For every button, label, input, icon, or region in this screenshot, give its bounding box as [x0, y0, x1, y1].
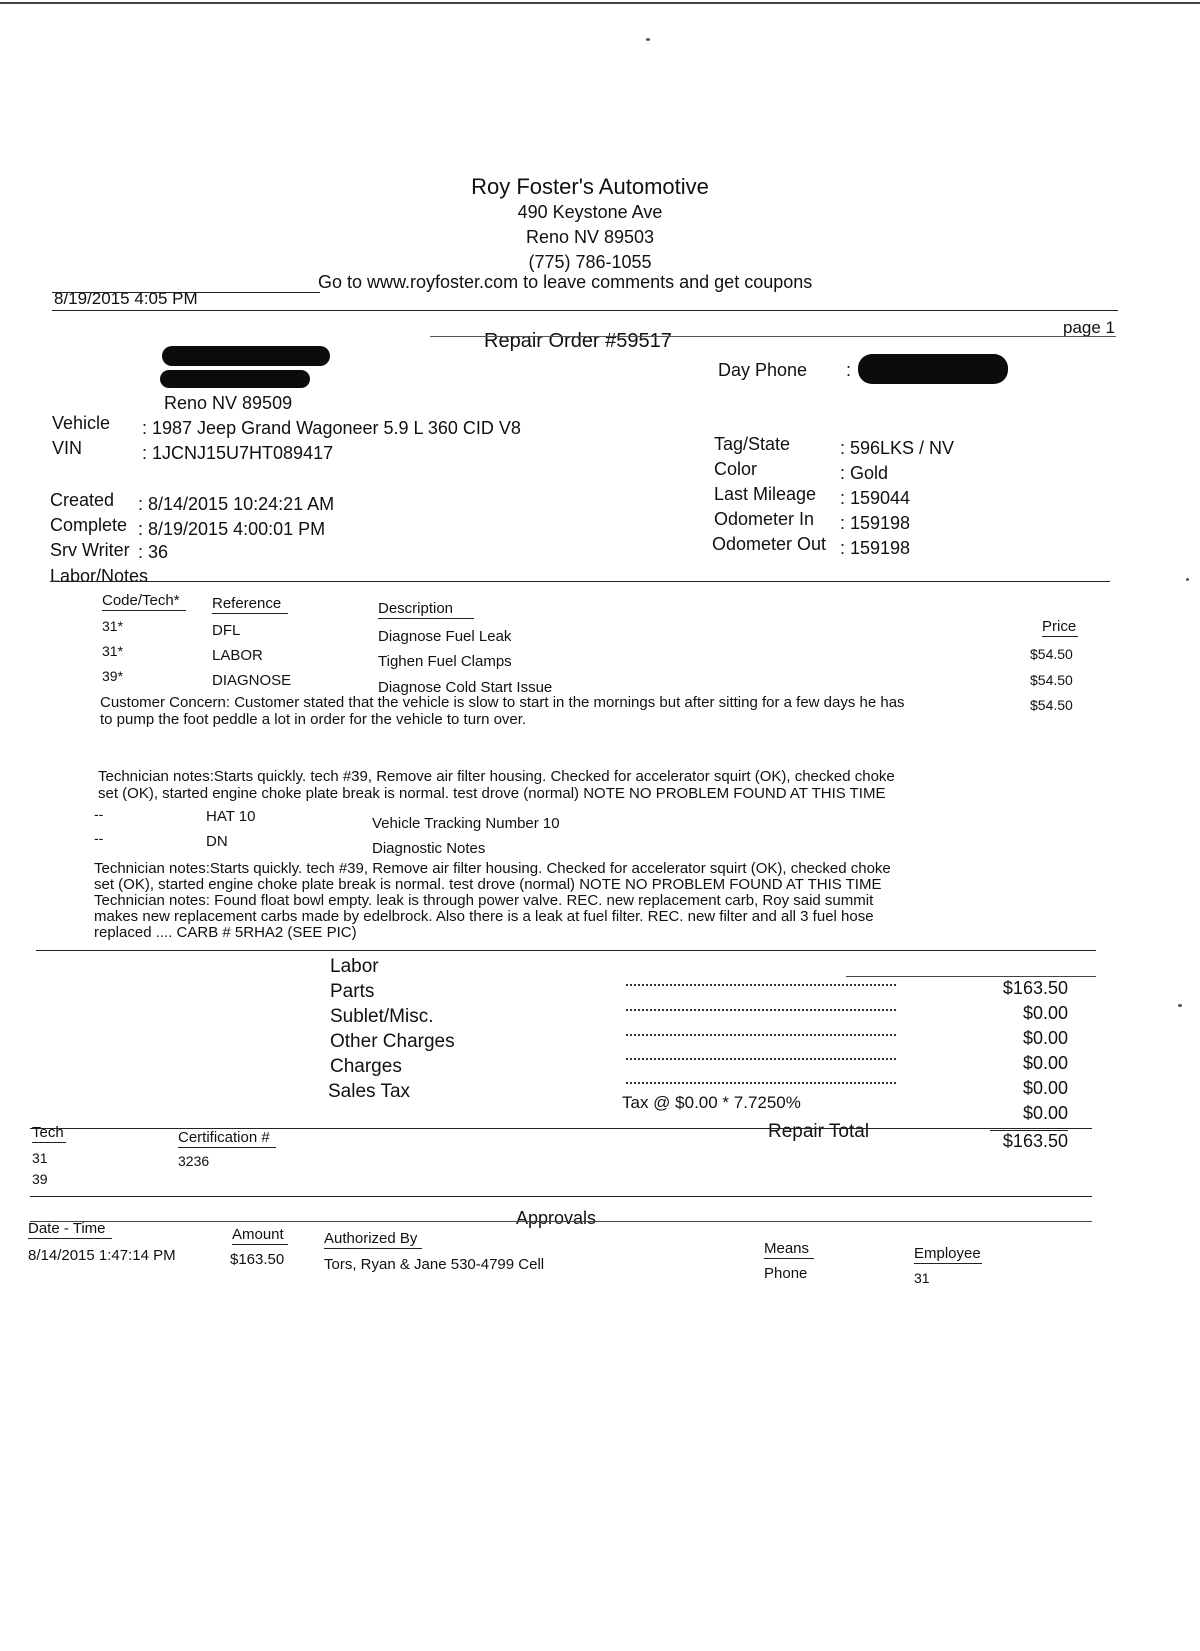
day-phone-label: Day Phone — [718, 360, 808, 380]
odometer-out-label: Odometer Out — [712, 534, 827, 554]
redacted-customer-name — [162, 346, 330, 366]
extra-row-reference: HAT 10 — [206, 808, 256, 825]
odometer-in-label: Odometer In — [714, 509, 815, 529]
labor-row-price: $54.50 — [1030, 672, 1073, 688]
tech-row-id: 31 — [32, 1150, 48, 1166]
customer-concern-line-2: to pump the foot peddle a lot in order for the vehicle to turn over. — [100, 711, 527, 728]
tech-row-id: 39 — [32, 1171, 48, 1187]
totals-labor-label: Labor — [330, 956, 379, 977]
color-label: Color — [714, 459, 758, 479]
labor-row-reference: DIAGNOSE — [212, 672, 292, 689]
approvals-employee-header: Employee — [914, 1245, 981, 1262]
labor-row-price: $54.50 — [1030, 697, 1073, 713]
extra-row-description: Diagnostic Notes — [372, 840, 486, 857]
approvals-employee-value: 31 — [914, 1270, 930, 1286]
labor-row-reference: LABOR — [212, 647, 263, 664]
totals-value-labor: $163.50 — [1002, 978, 1068, 998]
totals-charges-label: Charges — [330, 1056, 402, 1077]
approvals-amount-value: $163.50 — [230, 1251, 285, 1268]
last-mileage-label: Last Mileage — [714, 484, 817, 504]
color-value: : Gold — [840, 463, 889, 483]
labor-row-description: Diagnose Fuel Leak — [378, 628, 512, 645]
labor-row-price: $54.50 — [1030, 646, 1073, 662]
srv-writer-label: Srv Writer — [50, 540, 130, 560]
scan-speck — [646, 38, 650, 41]
scan-speck — [1178, 1004, 1182, 1007]
complete-label: Complete — [50, 515, 128, 535]
leader-dots — [626, 984, 896, 986]
printed-datetime: 8/19/2015 4:05 PM — [54, 289, 198, 308]
leader-dots — [626, 1082, 896, 1084]
tech-notes-b-line-1: Technician notes:Starts quickly. tech #39, Remove air filter housing. Checked for accelerator squirt (OK), checked choke — [94, 860, 891, 877]
approvals-means-header: Means — [764, 1240, 814, 1259]
totals-rule — [36, 950, 1096, 951]
approvals-rule — [30, 1221, 1092, 1222]
vehicle-value: : 1987 Jeep Grand Wagoneer 5.9 L 360 CID V8 — [142, 418, 521, 438]
srv-writer-value: : 36 — [138, 542, 169, 562]
labor-row-code: 31* — [102, 618, 124, 634]
tech-notes-a-line-2: set (OK), started engine choke plate break is normal. test drove (normal) NOTE NO PROBLEM FOUND AT THIS TIME — [98, 785, 886, 802]
created-value: : 8/14/2015 10:24:21 AM — [138, 494, 335, 514]
last-mileage-value: : 159044 — [840, 488, 911, 508]
vin-label: VIN — [52, 438, 83, 458]
labor-row-code: 39* — [102, 668, 124, 684]
leader-dots — [626, 1034, 896, 1036]
totals-sales-tax-label: Sales Tax — [328, 1081, 411, 1102]
scan-speck — [1186, 578, 1189, 581]
vehicle-label: Vehicle — [52, 413, 111, 433]
approvals-date-header: Date - Time — [28, 1220, 112, 1239]
tech-notes-b-line-3: Technician notes: Found float bowl empty. leak is through power valve. REC. new replacement carb, Roy said summit — [94, 892, 874, 909]
labor-row-description: Tighen Fuel Clamps — [378, 653, 512, 670]
certification-header: Certification # — [178, 1129, 276, 1148]
col-header-reference: Reference — [212, 595, 288, 614]
totals-value-other-charges: $0.00 — [1022, 1053, 1068, 1073]
tax-note: Tax @ $0.00 * 7.7250% — [622, 1093, 801, 1112]
totals-other-charges-label: Other Charges — [330, 1031, 455, 1052]
repair-order-rule — [430, 336, 1116, 337]
shop-address-street: 490 Keystone Ave — [517, 202, 663, 222]
extra-row-reference: DN — [206, 833, 228, 850]
complete-value: : 8/19/2015 4:00:01 PM — [138, 519, 326, 539]
customer-city-line: Reno NV 89509 — [164, 393, 293, 413]
approvals-title: Approvals — [516, 1208, 597, 1228]
approvals-date-value: 8/14/2015 1:47:14 PM — [28, 1247, 176, 1264]
shop-name: Roy Foster's Automotive — [471, 174, 709, 199]
redacted-customer-address — [160, 370, 310, 388]
approvals-authorized-value: Tors, Ryan & Jane 530-4799 Cell — [324, 1256, 545, 1273]
totals-parts-label: Parts — [330, 981, 375, 1002]
repair-total-value: $163.50 — [990, 1130, 1068, 1152]
vin-value: : 1JCNJ15U7HT089417 — [142, 443, 334, 463]
extra-row-description: Vehicle Tracking Number 10 — [372, 815, 560, 832]
header-rule-left — [52, 292, 320, 293]
header-rule-main — [52, 310, 1118, 311]
approvals-rule-top — [30, 1196, 1092, 1197]
shop-address-city: Reno NV 89503 — [525, 227, 655, 247]
odometer-out-value: : 159198 — [840, 538, 911, 558]
extra-row-code: -- — [94, 830, 104, 846]
tech-header: Tech — [32, 1124, 66, 1143]
created-label: Created — [50, 490, 115, 510]
repair-order-number: Repair Order #59517 — [484, 330, 672, 352]
approvals-means-value: Phone — [764, 1265, 808, 1282]
repair-total-label: Repair Total — [768, 1121, 870, 1142]
shop-phone: (775) 786-1055 — [528, 252, 652, 272]
labor-row-reference: DFL — [212, 622, 241, 639]
day-phone-separator: : — [846, 360, 852, 380]
labor-notes-title: Labor/Notes — [50, 566, 149, 586]
leader-dots — [626, 1009, 896, 1011]
tech-notes-b-line-2: set (OK), started engine choke plate break is normal. test drove (normal) NOTE NO PROBLEM FOUND AT THIS TIME — [94, 876, 882, 893]
page-label: page 1 — [1063, 318, 1115, 337]
tech-notes-b-line-4: makes new replacement carbs made by edelbrock. Also there is a leak at fuel filter. REC. new filter and all 3 fuel hose — [94, 908, 874, 925]
totals-value-parts: $0.00 — [1022, 1003, 1068, 1023]
tech-notes-a-line-1: Technician notes:Starts quickly. tech #39, Remove air filter housing. Checked for accelerator squirt (OK), checked choke — [98, 768, 895, 785]
labor-row-code: 31* — [102, 643, 124, 659]
totals-value-charges: $0.00 — [1022, 1078, 1068, 1098]
approvals-authorized-header: Authorized By — [324, 1230, 422, 1249]
col-header-price: Price — [1042, 618, 1077, 635]
col-header-code: Code/Tech* — [102, 592, 186, 611]
redacted-day-phone — [858, 354, 1008, 384]
totals-values-rule — [846, 976, 1096, 977]
customer-concern-line-1: Customer Concern: Customer stated that the vehicle is slow to start in the mornings but after sitting for a few days he has — [100, 694, 905, 711]
tag-state-value: : 596LKS / NV — [840, 438, 955, 458]
totals-value-sublet: $0.00 — [1022, 1028, 1068, 1048]
shop-website-line: Go to www.royfoster.com to leave comments and get coupons — [318, 272, 813, 292]
totals-sublet-label: Sublet/Misc. — [330, 1006, 434, 1027]
labor-row-description: Diagnose Cold Start Issue — [378, 679, 553, 696]
extra-row-code: -- — [94, 806, 104, 822]
totals-value-sales-tax: $0.00 — [1022, 1103, 1068, 1123]
scan-edge-line — [0, 2, 1200, 4]
odometer-in-value: : 159198 — [840, 513, 911, 533]
approvals-amount-header: Amount — [232, 1226, 288, 1245]
tech-row-cert: 3236 — [178, 1153, 210, 1169]
leader-dots — [626, 1058, 896, 1060]
col-header-description: Description — [378, 600, 474, 619]
tech-notes-b-line-5: replaced .... CARB # 5RHA2 (SEE PIC) — [94, 924, 357, 941]
labor-notes-rule — [50, 581, 1110, 582]
tag-state-label: Tag/State — [714, 434, 791, 454]
